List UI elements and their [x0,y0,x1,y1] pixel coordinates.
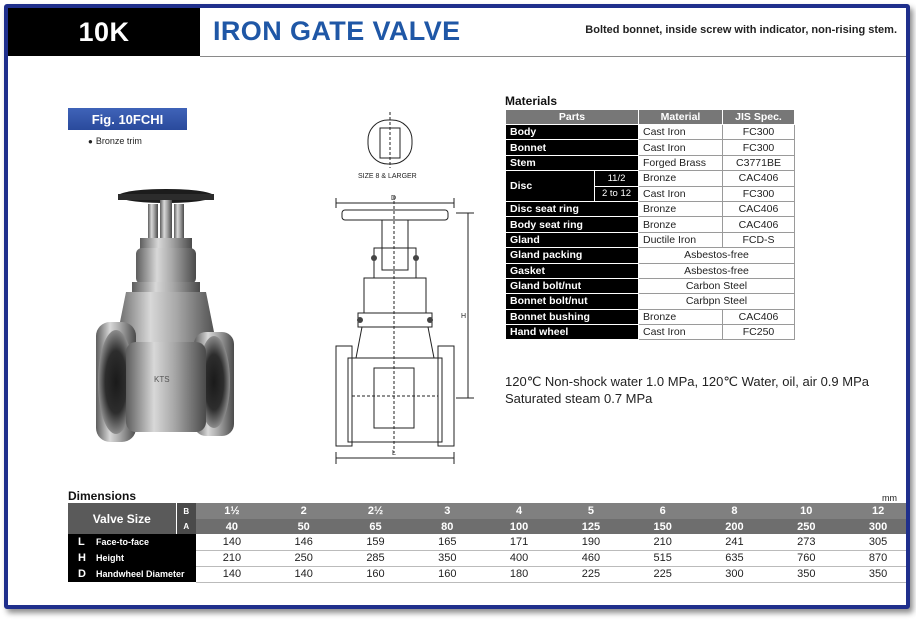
material-value: Carbon Steel [639,278,795,293]
spec-value: CAC406 [723,309,795,324]
b-label: B [176,503,196,519]
size-b-row [68,503,910,519]
material-value: Carbpn Steel [639,294,795,309]
row-label-handwheel-diameter [68,566,196,582]
dim-value: 350 [770,566,842,582]
dim-value: 635 [699,550,771,566]
spec-value: FC300 [723,125,795,140]
table-row [506,217,795,232]
dimensions-unit: mm [882,493,897,503]
materials-table [505,109,795,340]
material-value: Bronze [639,309,723,324]
valve-photo [96,182,236,462]
dim-value: 140 [196,566,268,582]
bullet-icon: ● [88,137,93,146]
part-name: Hand wheel [506,325,639,340]
dim-value: 460 [555,550,627,566]
size-a-cell: 125 [555,519,627,534]
part-name: Body [506,125,639,140]
material-value: Asbestos-free [639,263,795,278]
size-note: SIZE 8 & LARGER [358,173,417,180]
dim-value: 285 [340,550,412,566]
size-b-cell: 2½ [340,503,412,519]
pressure-rating [505,373,869,407]
dim-value: 165 [411,534,483,550]
row-label-text: Handwheel Diameter [96,569,185,579]
part-name: Body seat ring [506,217,639,232]
part-name: Gland bolt/nut [506,278,639,293]
svg-text:KTS: KTS [154,375,170,384]
dimensions-title: Dimensions [68,489,137,503]
row-label-height [68,550,196,566]
spec-value: C3771BE [723,155,795,170]
part-name: Gland [506,232,639,247]
size-a-cell: 100 [483,519,555,534]
material-value: Cast Iron [639,125,723,140]
dim-value: 210 [196,550,268,566]
pressure-line-2: Saturated steam 0.7 MPa [505,391,653,406]
table-row [506,140,795,155]
table-row [68,534,910,550]
table-row [506,309,795,324]
table-row [506,201,795,216]
table-row [506,171,795,186]
materials-title: Materials [505,94,558,108]
row-key: H [78,552,86,564]
size-a-cell: 65 [340,519,412,534]
size-a-cell: 80 [411,519,483,534]
spec-value: CAC406 [723,201,795,216]
part-name: Disc seat ring [506,201,639,216]
part-name: Bonnet bolt/nut [506,294,639,309]
spec-sheet-frame [4,4,910,609]
dim-d-label: D [391,195,397,202]
material-value: Asbestos-free [639,248,795,263]
dim-value: 250 [268,550,340,566]
spec-value: FC250 [723,325,795,340]
spec-value: FCD-S [723,232,795,247]
page-subtitle: Bolted bonnet, inside screw with indicator, non-rising stem. [585,24,897,36]
spec-value: CAC406 [723,217,795,232]
dim-value: 210 [627,534,699,550]
table-row [506,294,795,309]
dim-value: 160 [340,566,412,582]
size-b-cell: 10 [770,503,842,519]
header-material: Material [639,110,723,125]
row-label-text: Face-to-face [96,537,150,547]
dim-h-label: H [461,313,467,320]
material-value: Forged Brass [639,155,723,170]
dimensions-table [68,503,910,583]
page-title: IRON GATE VALVE [213,16,461,46]
table-row [506,278,795,293]
dim-value: 180 [483,566,555,582]
material-value: Bronze [639,201,723,216]
material-value: Cast Iron [639,325,723,340]
part-name: Bonnet [506,140,639,155]
spec-value: CAC406 [723,171,795,186]
series-label: 10K [8,8,200,56]
dim-value: 171 [483,534,555,550]
size-a-cell: 50 [268,519,340,534]
dim-value: 146 [268,534,340,550]
dim-value: 190 [555,534,627,550]
size-a-cell: 300 [842,519,910,534]
table-row [506,248,795,263]
table-row [506,155,795,170]
material-value: Bronze [639,171,723,186]
table-row [506,125,795,140]
size-b-cell: 2 [268,503,340,519]
size-a-row [68,519,910,534]
dim-value: 159 [340,534,412,550]
a-label: A [176,519,196,534]
dim-value: 225 [627,566,699,582]
row-label-face-to-face [68,534,196,550]
part-name: Gland packing [506,248,639,263]
dim-value: 273 [770,534,842,550]
materials-header-row [506,110,795,125]
figure-label: Fig. 10FCHI [68,108,187,130]
dim-value: 515 [627,550,699,566]
dim-value: 400 [483,550,555,566]
part-name: Bonnet bushing [506,309,639,324]
dim-l-label: L [392,450,396,457]
material-value: Ductile Iron [639,232,723,247]
disc-size-large: 2 to 12 [595,186,639,201]
size-b-cell: 8 [699,503,771,519]
part-name: Disc [506,171,595,202]
dim-value: 350 [411,550,483,566]
valve-size-label: Valve Size [68,503,176,534]
material-value: Cast Iron [639,140,723,155]
disc-size-small: 11/2 [595,171,639,186]
dim-value: 160 [411,566,483,582]
header-parts: Parts [506,110,639,125]
size-b-cell: 12 [842,503,910,519]
spec-value: FC300 [723,140,795,155]
table-row [68,550,910,566]
table-row [68,566,910,582]
dim-value: 225 [555,566,627,582]
size-b-cell: 6 [627,503,699,519]
part-name: Gasket [506,263,639,278]
row-key: D [78,568,86,580]
header-rule [200,56,910,57]
dim-value: 760 [770,550,842,566]
dim-value: 870 [842,550,910,566]
figure-note-text: Bronze trim [95,136,142,146]
size-a-cell: 150 [627,519,699,534]
dim-value: 140 [268,566,340,582]
dim-value: 305 [842,534,910,550]
header-jis-spec: JIS Spec. [723,110,795,125]
part-name: Stem [506,155,639,170]
row-label-text: Height [96,553,124,563]
spec-value: FC300 [723,186,795,201]
dim-value: 300 [699,566,771,582]
dim-value: 350 [842,566,910,582]
size-b-cell: 5 [555,503,627,519]
dim-value: 140 [196,534,268,550]
size-a-cell: 250 [770,519,842,534]
table-row [506,232,795,247]
size-b-cell: 1½ [196,503,268,519]
material-value: Bronze [639,217,723,232]
material-value: Cast Iron [639,186,723,201]
row-key: L [78,536,85,548]
dim-value: 241 [699,534,771,550]
size-a-cell: 200 [699,519,771,534]
pressure-line-1: 120℃ Non-shock water 1.0 MPa, 120℃ Water, oil, air 0.9 MPa [505,374,869,389]
size-a-cell: 40 [196,519,268,534]
valve-drawing [330,108,480,468]
figure-note [88,136,142,146]
size-b-cell: 3 [411,503,483,519]
table-row [506,325,795,340]
table-row [506,263,795,278]
size-b-cell: 4 [483,503,555,519]
